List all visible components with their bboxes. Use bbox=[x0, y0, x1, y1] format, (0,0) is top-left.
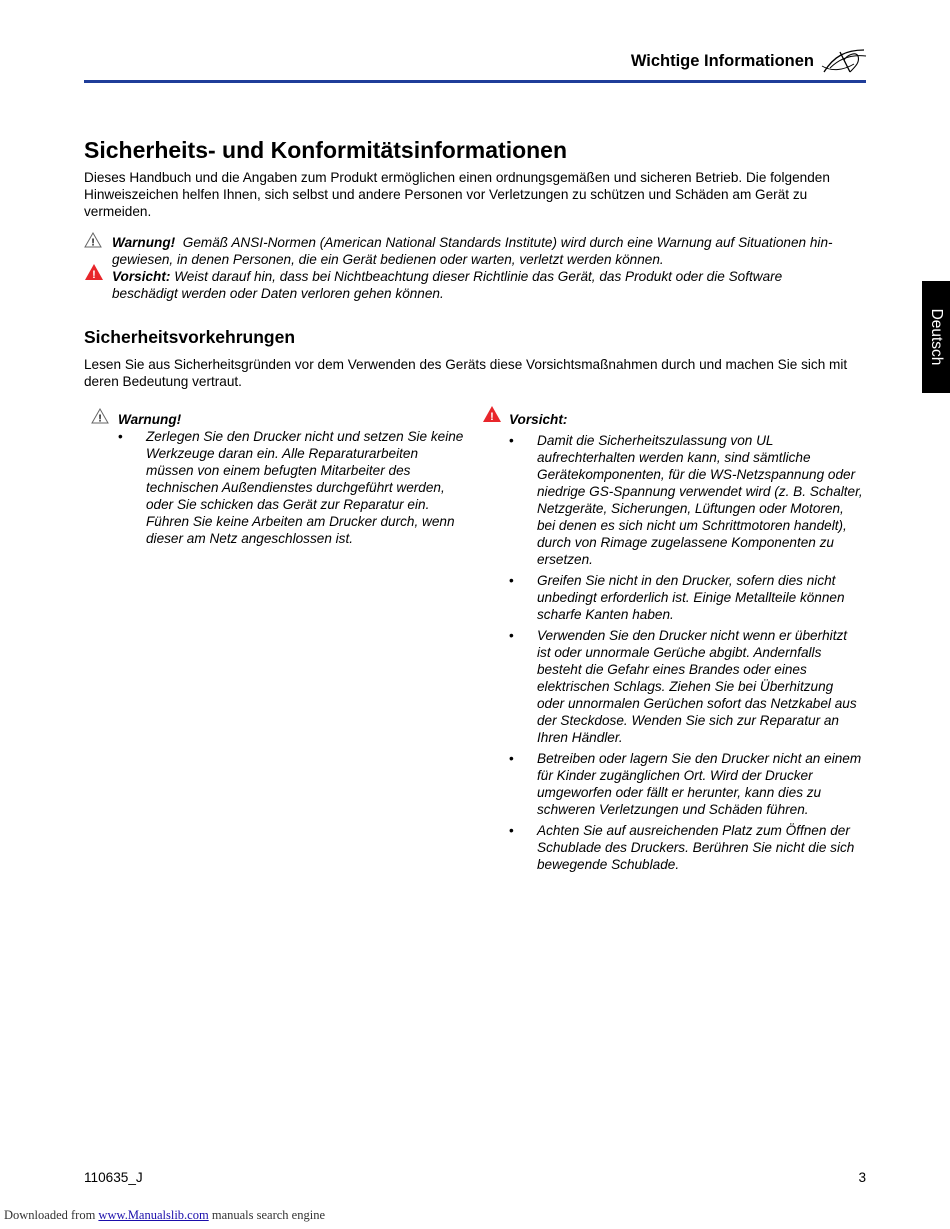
page-number: 3 bbox=[858, 1170, 866, 1185]
precautions-intro: Lesen Sie aus Sicherheitsgründen vor dem Verwenden des Geräts diese Vorsichtsmaßnahmen durch und machen Sie sich mit deren Bedeutung vertraut. bbox=[84, 357, 848, 389]
caution-list bbox=[509, 432, 864, 877]
list-item: • Damit die Sicherheitszulassung von UL aufrechterhalten werden kann, sind sämtliche Gerätekomponenten, für die WS-Netzspannung oder niedrige GS-Spannung verwendet wird (z. B. Schalter, Netzgeräte, Sicherungen, Lüftungen oder Motoren, bei denen es sich nicht um Schrittmotoren handelt), durch von Rimage zugelassene Komponenten zu ersetzen. bbox=[509, 432, 864, 568]
watermark-prefix: Downloaded from bbox=[4, 1208, 96, 1222]
svg-text:!: ! bbox=[91, 237, 95, 248]
rimage-swoosh-logo-icon bbox=[820, 46, 868, 76]
caution-text-line2: beschädigt werden oder Daten verloren gehen können. bbox=[112, 286, 444, 301]
caution-text-line1: Weist darauf hin, dass bei Nichtbeachtung dieser Richtlinie das Gerät, das Produkt oder die Software bbox=[174, 269, 783, 284]
caution-notice bbox=[84, 268, 866, 302]
svg-text:!: ! bbox=[490, 411, 494, 423]
svg-text:!: ! bbox=[92, 269, 96, 281]
list-item: • Achten Sie auf ausreichenden Platz zum Öffnen der Schublade des Druckers. Berühren Sie nicht die sich bewegende Schublade. bbox=[509, 822, 864, 873]
warning-list bbox=[118, 428, 468, 551]
warning-column-label: Warnung! bbox=[118, 412, 182, 427]
section-heading-precautions: Sicherheitsvorkehrungen bbox=[84, 327, 296, 347]
caution-column-label: Vorsicht: bbox=[509, 412, 568, 427]
list-item: • Greifen Sie nicht in den Drucker, sofern dies nicht unbedingt erforderlich ist. Einige Metallteile können scharfe Kanten haben. bbox=[509, 572, 864, 623]
section-intro: Dieses Handbuch und die Angaben zum Produkt ermöglichen einen ordnungsgemäßen und sicheren Betrieb. Die folgenden Hinweiszeichen helfen Ihnen, sich selbst und andere Personen vor Verletzungen zu schützen und Schäden am Gerät zu vermeiden. bbox=[84, 170, 830, 219]
download-watermark bbox=[4, 1208, 325, 1223]
warning-text-line1: Gemäß ANSI-Normen (American National Standards Institute) wird durch eine Warnung auf Situationen hin- bbox=[182, 235, 833, 250]
caution-triangle-red-icon bbox=[482, 405, 502, 423]
header-rule bbox=[84, 80, 866, 83]
watermark-suffix: manuals search engine bbox=[211, 1208, 325, 1222]
warning-label: Warnung! bbox=[112, 235, 176, 250]
language-tab-label: Deutsch bbox=[928, 308, 945, 366]
warning-text-line2: gewiesen, in denen Personen, die ein Gerät bedienen oder warten, verletzt werden können. bbox=[112, 252, 664, 267]
list-item: • Betreiben oder lagern Sie den Drucker nicht an einem für Kinder zugänglichen Ort. Wird der Drucker umgeworfen oder fällt er herunter, kann dies zu schweren Verletzungen und Schäden führen. bbox=[509, 750, 864, 818]
svg-text:!: ! bbox=[98, 413, 102, 424]
caution-label: Vorsicht: bbox=[112, 269, 171, 284]
warning-triangle-outline-icon bbox=[91, 408, 109, 424]
section-heading-safety-compliance: Sicherheits- und Konformitätsinformationen bbox=[84, 137, 568, 163]
manualslib-link[interactable]: www.Manualslib.com bbox=[98, 1208, 209, 1222]
list-item: • Verwenden Sie den Drucker nicht wenn er überhitzt ist oder unnormale Gerüche abgibt. Andernfalls besteht die Gefahr eines Brandes oder eines elektrischen Schlags. Ziehen Sie bei Überhitzung oder unnormalen Gerüchen sofort das Netzkabel aus der Steckdose. Wenden Sie sich zur Reparatur an Ihren Händler. bbox=[509, 627, 864, 746]
warning-notice bbox=[84, 234, 866, 268]
language-tab bbox=[922, 281, 950, 393]
list-item: • Zerlegen Sie den Drucker nicht und setzen Sie keine Werkzeuge daran ein. Alle Reparaturarbeiten müssen von einem befugten Mitarbeiter des technischen Außendienstes durchgeführt werden, oder Sie schicken das Gerät zur Reparatur ein. Führen Sie keine Arbeiten am Drucker durch, wenn dieser am Netz angeschlossen ist. bbox=[118, 428, 468, 547]
header-title: Wichtige Informationen bbox=[630, 52, 814, 70]
document-number: 110635_J bbox=[84, 1170, 143, 1185]
